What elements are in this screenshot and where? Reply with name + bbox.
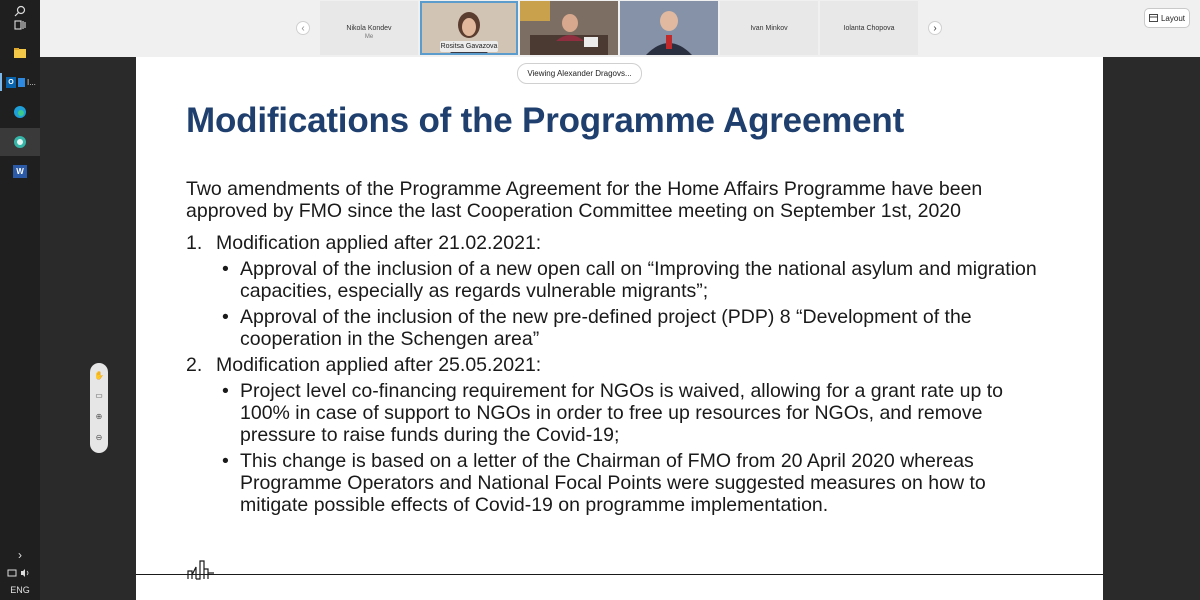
participant-sub: Me: [364, 34, 374, 40]
bullet-item: • Project level co-financing requirement for NGOs is waived, allowing for a grant rate up to 100% in case of support to NGOs in order to free up resources for NGOs, and remove pressure to raise funds during the Covid-19;: [218, 380, 1056, 446]
organization-logo-icon: [186, 557, 218, 581]
participant-name: Rositsa Gavazova: [440, 43, 498, 50]
layout-icon: [1149, 14, 1158, 22]
slide-intro: Two amendments of the Programme Agreement for the Home Affairs Programme have been approved by FMO since the last Cooperation Committee meeting on September 1st, 2020: [186, 178, 983, 222]
bullet-item: • Approval of the inclusion of the new pre-defined project (PDP) 8 “Development of the cooperation in the Schengen area”: [218, 306, 1056, 350]
outlook-icon[interactable]: [6, 71, 36, 93]
participant-strip: [40, 0, 1200, 57]
slide-body: [186, 178, 1056, 520]
participant-tile[interactable]: [720, 1, 818, 55]
zoom-controls: [90, 363, 108, 453]
participant-name: Ivan Minkov: [750, 25, 788, 32]
bullet-item: • Approval of the inclusion of a new open call on “Improving the national asylum and migration capacities, especially as regards vulnerable migrants”;: [218, 258, 1056, 302]
numbered-item: [186, 354, 1056, 376]
outlook-active-indicator: [0, 73, 2, 91]
participant-name: Iolanta Chopova: [843, 25, 895, 32]
pan-icon[interactable]: ✋: [94, 371, 104, 380]
item-number: 1.: [186, 232, 203, 254]
slide-title: Modifications of the Programme Agreement: [186, 101, 905, 140]
network-volume-icon[interactable]: [6, 562, 34, 584]
participant-tile[interactable]: [820, 1, 918, 55]
shared-screen-stage: [40, 57, 1200, 600]
next-participants-button[interactable]: ›: [928, 21, 942, 35]
outlook-overflow-label: I...: [27, 77, 36, 87]
item-heading: Modification applied after 21.02.2021:: [216, 232, 542, 254]
viewing-presenter-pill[interactable]: Viewing Alexander Dragovs...: [517, 63, 642, 84]
teams-icon[interactable]: [8, 131, 32, 153]
item-number: 2.: [186, 354, 203, 376]
word-icon[interactable]: [8, 160, 32, 182]
file-explorer-icon[interactable]: [8, 42, 32, 64]
layout-button[interactable]: [1144, 8, 1190, 28]
participant-video: [520, 1, 618, 55]
item-heading: Modification applied after 25.05.2021:: [216, 354, 542, 376]
language-indicator[interactable]: ENG: [10, 585, 30, 595]
zoom-out-icon[interactable]: ⊖: [95, 433, 103, 442]
bullet-list: [186, 380, 1056, 516]
slide-footer-rule: [136, 574, 1103, 575]
participant-tile[interactable]: [320, 1, 418, 55]
presentation-slide: [136, 57, 1103, 600]
zoom-in-icon[interactable]: ⊕: [95, 412, 103, 421]
participant-tile[interactable]: [520, 1, 618, 55]
prev-participants-button[interactable]: ‹: [296, 21, 310, 35]
participant-tile-active[interactable]: [420, 1, 518, 55]
participant-tile[interactable]: [620, 1, 718, 55]
bullet-item: • This change is based on a letter of the Chairman of FMO from 20 April 2020 whereas Programme Operators and National Focal Points were suggested measures on how to mitigate possible effects of Covid-19 on programme implementation.: [218, 450, 1056, 516]
word-letter: W: [13, 165, 27, 178]
layout-button-label: Layout: [1160, 13, 1186, 23]
bullet-list: [186, 258, 1056, 350]
numbered-item: [186, 232, 1056, 254]
edge-icon[interactable]: [8, 101, 32, 123]
chevron-up-icon[interactable]: ›: [18, 548, 22, 562]
windows-taskbar: [0, 0, 40, 600]
outlook-letter: O: [6, 77, 16, 88]
participant-video: [620, 1, 718, 55]
task-view-icon[interactable]: [8, 14, 32, 36]
participant-name: Nikola Kondev: [346, 25, 392, 32]
fit-icon[interactable]: ▭: [95, 391, 103, 400]
